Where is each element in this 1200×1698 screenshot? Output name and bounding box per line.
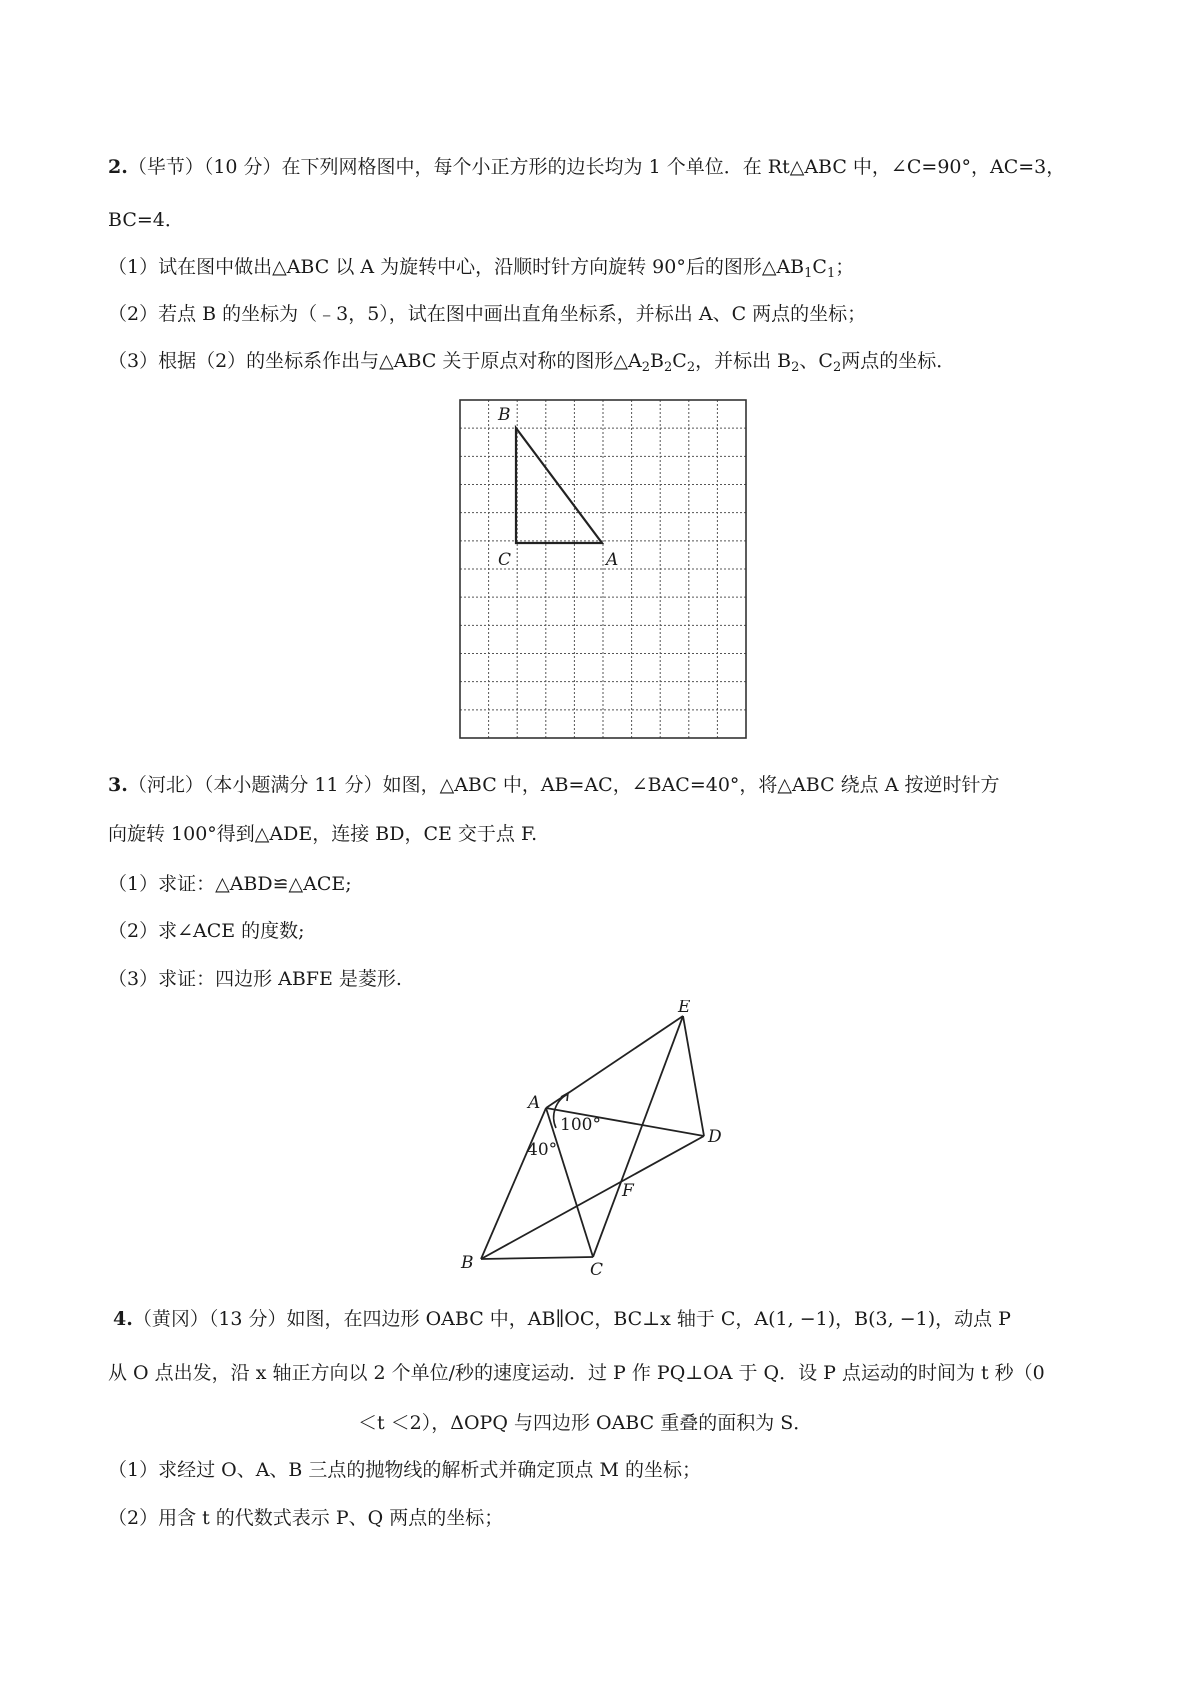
q3-subquestion-1: （1）求证：△ABD≌△ACE; <box>108 873 352 895</box>
label-c: C <box>590 1260 604 1278</box>
q2-stem-line2: BC=4． <box>108 209 184 231</box>
q3-subquestion-2: （2）求∠ACE 的度数; <box>108 920 305 942</box>
q4-stem-line2: 从 O 点出发，沿 x 轴正方向以 2 个单位/秒的速度运动．过 P 作 PQ⊥OA 于 Q．设 P 点运动的时间为 t 秒（0 <box>108 1362 1045 1384</box>
label-d: D <box>708 1127 722 1147</box>
q3-stem-line1: 3.（河北）（本小题满分 11 分）如图，△ABC 中，AB=AC，∠BAC=40°，将△ABC 绕点 A 按逆时针方 <box>108 774 1000 796</box>
q4-stem-line3: ＜t ＜2），ΔOPQ 与四边形 OABC 重叠的面积为 S． <box>358 1412 813 1434</box>
question-number: 2. <box>108 156 128 178</box>
triangle-abc <box>516 428 602 543</box>
label-a: A <box>528 1093 541 1113</box>
q4-stem-line1: 4.（黄冈）（13 分）如图，在四边形 OABC 中，AB∥OC，BC⊥x 轴于 C，A(1, −1)，B(3, −1)，动点 P <box>113 1308 1011 1330</box>
point-a-coordinates: A(1, −1) <box>754 1308 836 1330</box>
q4-subquestion-1: （1）求经过 O、A、B 三点的抛物线的解析式并确定顶点 M 的坐标； <box>108 1459 701 1481</box>
q2-stem-line1: 2.（毕节）（10 分）在下列网格图中，每个小正方形的边长均为 1 个单位．在 Rt△ABC 中，∠C=90°，AC=3， <box>108 156 1066 178</box>
segment-ce <box>593 1016 683 1257</box>
segment-bd <box>481 1136 704 1259</box>
question-number: 3. <box>108 774 128 796</box>
rhombus-figure <box>455 1000 745 1278</box>
angle-label-40: 40° <box>527 1140 558 1160</box>
segment-ed <box>683 1016 704 1136</box>
point-b-coordinates: B(3, −1) <box>854 1308 936 1330</box>
label-f: F <box>622 1181 634 1201</box>
label-e: E <box>678 1000 691 1017</box>
q2-subquestion-3: （3）根据（2）的坐标系作出与△ABC 关于原点对称的图形$\triangle A_2B_2C_2$，并标出 $B_2$、$C_2$两点的坐标． <box>108 350 956 375</box>
question-number: 4. <box>113 1308 133 1330</box>
q4-subquestion-2: （2）用含 t 的代数式表示 P、Q 两点的坐标； <box>108 1507 504 1529</box>
grid-figure <box>458 398 748 742</box>
label-b: B <box>461 1253 474 1273</box>
q2-subquestion-1: （1）试在图中做出△ABC 以 A 为旋转中心，沿顺时针方向旋转 90°后的图形$\triangle AB_1C_1$； <box>108 256 855 281</box>
segment-bc <box>481 1257 593 1259</box>
label-c: C <box>498 550 512 570</box>
q2-subquestion-2: （2）若点 B 的坐标为（﹣3，5），试在图中画出直角坐标系，并标出 A、C 两点的坐标； <box>108 303 867 325</box>
q3-subquestion-3: （3）求证：四边形 ABFE 是菱形. <box>108 968 402 990</box>
label-a: A <box>606 550 619 570</box>
q3-stem-line2: 向旋转 100°得到△ADE，连接 BD，CE 交于点 F. <box>108 823 538 845</box>
angle-label-100: 100° <box>560 1115 601 1135</box>
segment-ab <box>481 1108 546 1259</box>
label-b: B <box>498 405 511 425</box>
